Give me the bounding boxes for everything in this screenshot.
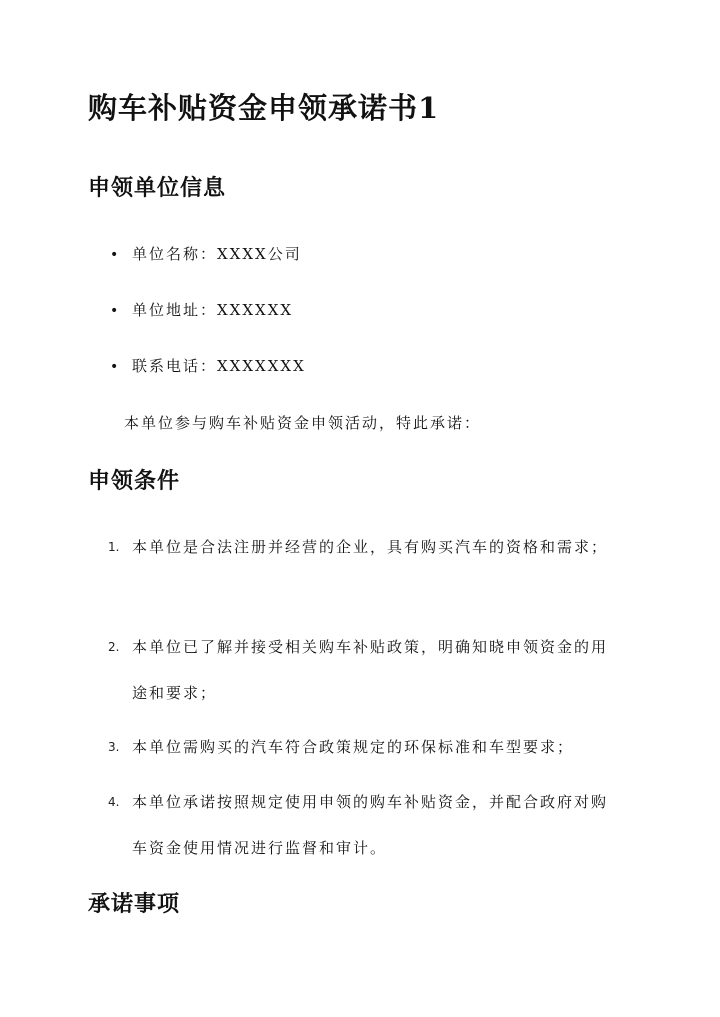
condition-text: 本单位是合法注册并经营的企业，具有购买汽车的资格和需求； <box>132 538 609 556</box>
section-heading-conditions: 申领条件 <box>88 468 181 494</box>
list-number: 1. <box>108 540 120 554</box>
list-number: 3. <box>108 740 120 754</box>
section-heading-commitments: 承诺事项 <box>88 891 181 917</box>
commitment-statement: 本单位参与购车补贴资金申领活动，特此承诺： <box>124 414 482 432</box>
document-title: 购车补贴资金申领承诺书1 <box>88 91 440 125</box>
condition-item <box>108 724 628 770</box>
info-item-company-address <box>110 295 293 325</box>
bullet-icon: • <box>110 359 121 375</box>
condition-item <box>108 779 628 871</box>
condition-text: 本单位需购买的汽车符合政策规定的环保标准和车型要求； <box>132 738 575 756</box>
info-item-label: 单位地址：XXXXXX <box>132 301 294 319</box>
section-heading-applicant-info: 申领单位信息 <box>88 175 227 201</box>
condition-text: 本单位承诺按照规定使用申领的购车补贴资金，并配合政府对购车资金使用情况进行监督和审计。 <box>132 793 609 857</box>
info-item-company-name <box>110 239 302 269</box>
condition-text: 本单位已了解并接受相关购车补贴政策，明确知晓申领资金的用途和要求； <box>132 638 609 702</box>
condition-item <box>108 624 628 716</box>
list-number: 2. <box>108 640 120 654</box>
bullet-icon: • <box>110 303 121 319</box>
info-item-label: 单位名称：XXXX公司 <box>132 245 302 263</box>
list-number: 4. <box>108 795 120 809</box>
bullet-icon: • <box>110 247 121 263</box>
condition-item <box>108 524 628 570</box>
info-item-label: 联系电话：XXXXXXX <box>132 357 306 375</box>
info-item-phone <box>110 351 306 381</box>
